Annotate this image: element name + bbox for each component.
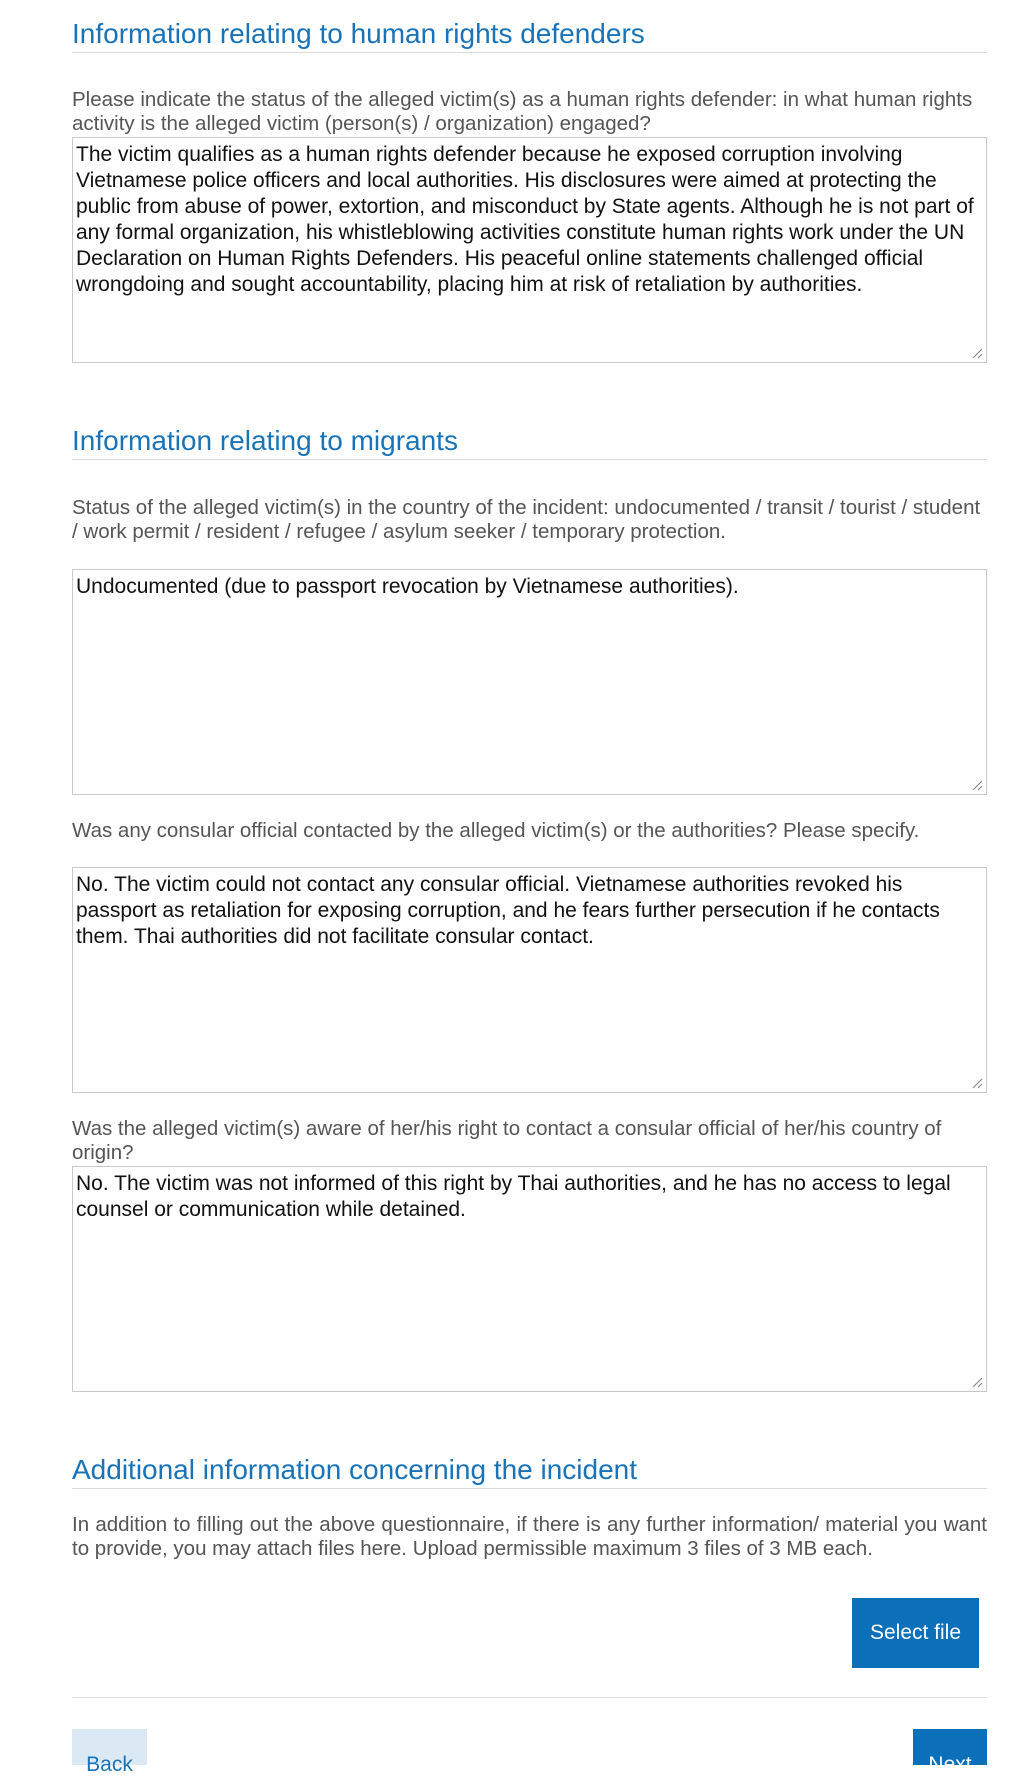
section-title-additional-information: Additional information concerning the incident (72, 1453, 987, 1489)
hrd-status-question: Please indicate the status of the alleged victim(s) as a human rights defender: in what human rights activity is the alleged victim (person(s) / organization) engaged? (72, 88, 973, 135)
consular-awareness-question: Was the alleged victim(s) aware of her/his right to contact a consular official of her/his country of origin? (72, 1117, 942, 1164)
migrant-status-question: Status of the alleged victim(s) in the country of the incident: undocumented / transit / tourist / student / work permit / resident / refugee / asylum seeker / temporary protection. (72, 496, 981, 543)
consular-awareness-textarea[interactable]: No. The victim was not informed of this right by Thai authorities, and he has no access to legal counsel or communication while detained. (72, 1166, 987, 1392)
consular-contact-question: Was any consular official contacted by the alleged victim(s) or the authorities? Please specify. (72, 819, 920, 842)
resize-grip-icon[interactable] (971, 1376, 983, 1388)
resize-grip-icon[interactable] (971, 347, 983, 359)
back-button[interactable]: Back (72, 1729, 147, 1765)
next-button[interactable]: Next (913, 1729, 987, 1765)
resize-grip-icon[interactable] (971, 779, 983, 791)
section-title-migrants: Information relating to migrants (72, 424, 987, 460)
migrant-status-textarea[interactable]: Undocumented (due to passport revocation by Vietnamese authorities). (72, 569, 987, 795)
select-file-button[interactable]: Select file (852, 1598, 979, 1668)
attachment-instructions: In addition to filling out the above questionnaire, if there is any further information/ material you want to provide, you may attach files here. Upload permissible maximum 3 files of 3 MB each. (72, 1513, 987, 1560)
section-title-human-rights-defenders: Information relating to human rights defenders (72, 17, 987, 53)
consular-contact-textarea[interactable]: No. The victim could not contact any consular official. Vietnamese authorities revoked his passport as retaliation for exposing corruption, and he fears further persecution if he contacts them. Thai authorities did not facilitate consular contact. (72, 867, 987, 1093)
footer-divider (72, 1697, 987, 1698)
resize-grip-icon[interactable] (971, 1077, 983, 1089)
hrd-status-textarea[interactable]: The victim qualifies as a human rights defender because he exposed corruption involving Vietnamese police officers and local authorities. His disclosures were aimed at protecting the public from abuse of power, extortion, and misconduct by State agents. Although he is not part of any formal organization, his whistleblowing activities constitute human rights work under the UN Declaration on Human Rights Defenders. His peaceful online statements challenged official wrongdoing and sought accountability, placing him at risk of retaliation by authorities. (72, 137, 987, 363)
